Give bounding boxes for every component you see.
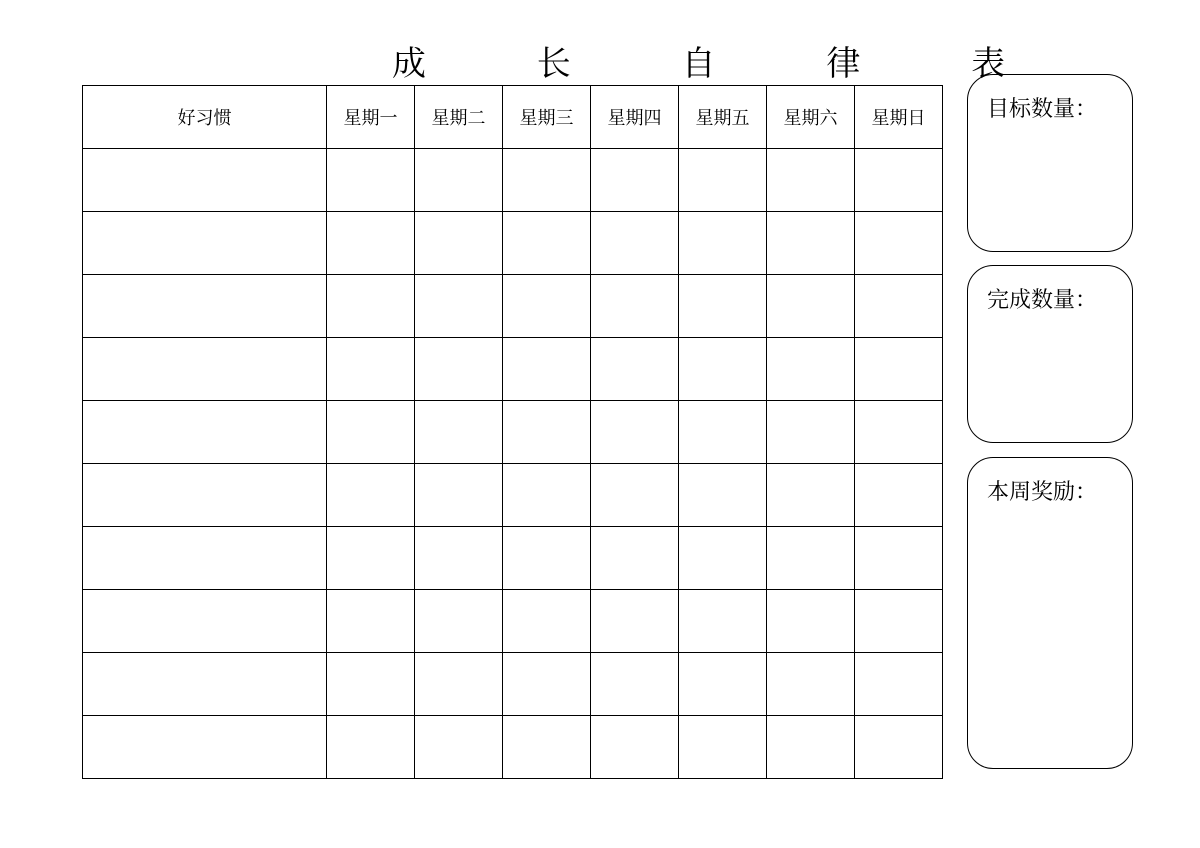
day-check-cell[interactable] xyxy=(327,527,415,590)
table-header-row xyxy=(83,86,943,149)
day-check-cell[interactable] xyxy=(503,338,591,401)
completed-count-box[interactable] xyxy=(967,265,1133,443)
day-check-cell[interactable] xyxy=(679,590,767,653)
habit-cell[interactable] xyxy=(83,716,327,779)
day-check-cell[interactable] xyxy=(503,212,591,275)
day-check-cell[interactable] xyxy=(591,338,679,401)
day-check-cell[interactable] xyxy=(591,275,679,338)
table-row xyxy=(83,401,943,464)
header-day-saturday: 星期六 xyxy=(767,86,855,149)
day-check-cell[interactable] xyxy=(591,401,679,464)
day-check-cell[interactable] xyxy=(855,149,943,212)
day-check-cell[interactable] xyxy=(679,149,767,212)
day-check-cell[interactable] xyxy=(327,401,415,464)
day-check-cell[interactable] xyxy=(591,653,679,716)
day-check-cell[interactable] xyxy=(327,212,415,275)
table-row xyxy=(83,338,943,401)
table-row xyxy=(83,212,943,275)
day-check-cell[interactable] xyxy=(767,212,855,275)
day-check-cell[interactable] xyxy=(679,212,767,275)
day-check-cell[interactable] xyxy=(415,401,503,464)
day-check-cell[interactable] xyxy=(855,716,943,779)
header-day-thursday: 星期四 xyxy=(591,86,679,149)
day-check-cell[interactable] xyxy=(327,716,415,779)
target-count-label: 目标数量： xyxy=(987,97,1098,122)
habit-cell[interactable] xyxy=(83,275,327,338)
header-day-monday: 星期一 xyxy=(327,86,415,149)
day-check-cell[interactable] xyxy=(591,590,679,653)
page-title: 成 长 自 律 表 xyxy=(392,44,1056,84)
day-check-cell[interactable] xyxy=(855,464,943,527)
day-check-cell[interactable] xyxy=(327,275,415,338)
day-check-cell[interactable] xyxy=(679,464,767,527)
day-check-cell[interactable] xyxy=(327,590,415,653)
day-check-cell[interactable] xyxy=(767,464,855,527)
day-check-cell[interactable] xyxy=(855,401,943,464)
habit-tracker-table xyxy=(82,85,943,779)
day-check-cell[interactable] xyxy=(503,653,591,716)
day-check-cell[interactable] xyxy=(679,401,767,464)
habit-cell[interactable] xyxy=(83,464,327,527)
day-check-cell[interactable] xyxy=(591,149,679,212)
habit-cell[interactable] xyxy=(83,590,327,653)
day-check-cell[interactable] xyxy=(767,716,855,779)
day-check-cell[interactable] xyxy=(679,338,767,401)
habit-cell[interactable] xyxy=(83,527,327,590)
habit-cell[interactable] xyxy=(83,212,327,275)
header-day-friday: 星期五 xyxy=(679,86,767,149)
day-check-cell[interactable] xyxy=(855,275,943,338)
day-check-cell[interactable] xyxy=(767,275,855,338)
header-day-wednesday: 星期三 xyxy=(503,86,591,149)
day-check-cell[interactable] xyxy=(415,653,503,716)
day-check-cell[interactable] xyxy=(855,338,943,401)
header-day-tuesday: 星期二 xyxy=(415,86,503,149)
day-check-cell[interactable] xyxy=(767,149,855,212)
target-count-box[interactable] xyxy=(967,74,1133,252)
table-row xyxy=(83,590,943,653)
table-row xyxy=(83,464,943,527)
day-check-cell[interactable] xyxy=(767,401,855,464)
day-check-cell[interactable] xyxy=(855,653,943,716)
table-row xyxy=(83,716,943,779)
table-row xyxy=(83,527,943,590)
day-check-cell[interactable] xyxy=(679,716,767,779)
day-check-cell[interactable] xyxy=(415,464,503,527)
day-check-cell[interactable] xyxy=(415,527,503,590)
day-check-cell[interactable] xyxy=(591,527,679,590)
table-row xyxy=(83,149,943,212)
day-check-cell[interactable] xyxy=(855,590,943,653)
day-check-cell[interactable] xyxy=(767,590,855,653)
day-check-cell[interactable] xyxy=(327,653,415,716)
day-check-cell[interactable] xyxy=(503,149,591,212)
day-check-cell[interactable] xyxy=(503,464,591,527)
day-check-cell[interactable] xyxy=(679,653,767,716)
weekly-reward-box[interactable] xyxy=(967,457,1133,769)
day-check-cell[interactable] xyxy=(415,149,503,212)
day-check-cell[interactable] xyxy=(415,212,503,275)
day-check-cell[interactable] xyxy=(591,716,679,779)
day-check-cell[interactable] xyxy=(415,338,503,401)
table-row xyxy=(83,653,943,716)
weekly-reward-label: 本周奖励： xyxy=(987,480,1098,505)
header-day-sunday: 星期日 xyxy=(855,86,943,149)
habit-cell[interactable] xyxy=(83,338,327,401)
day-check-cell[interactable] xyxy=(767,338,855,401)
habit-cell[interactable] xyxy=(83,653,327,716)
table-row xyxy=(83,275,943,338)
day-check-cell[interactable] xyxy=(679,527,767,590)
table-body xyxy=(83,149,943,779)
completed-count-label: 完成数量： xyxy=(987,288,1098,313)
day-check-cell[interactable] xyxy=(855,212,943,275)
day-check-cell[interactable] xyxy=(327,464,415,527)
day-check-cell[interactable] xyxy=(855,527,943,590)
day-check-cell[interactable] xyxy=(591,464,679,527)
day-check-cell[interactable] xyxy=(415,716,503,779)
day-check-cell[interactable] xyxy=(503,401,591,464)
day-check-cell[interactable] xyxy=(767,527,855,590)
habit-cell[interactable] xyxy=(83,149,327,212)
day-check-cell[interactable] xyxy=(327,338,415,401)
day-check-cell[interactable] xyxy=(415,590,503,653)
habit-cell[interactable] xyxy=(83,401,327,464)
day-check-cell[interactable] xyxy=(767,653,855,716)
day-check-cell[interactable] xyxy=(503,590,591,653)
day-check-cell[interactable] xyxy=(503,716,591,779)
day-check-cell[interactable] xyxy=(679,275,767,338)
day-check-cell[interactable] xyxy=(503,527,591,590)
day-check-cell[interactable] xyxy=(327,149,415,212)
day-check-cell[interactable] xyxy=(503,275,591,338)
day-check-cell[interactable] xyxy=(591,212,679,275)
header-habit: 好习惯 xyxy=(83,86,327,149)
day-check-cell[interactable] xyxy=(415,275,503,338)
